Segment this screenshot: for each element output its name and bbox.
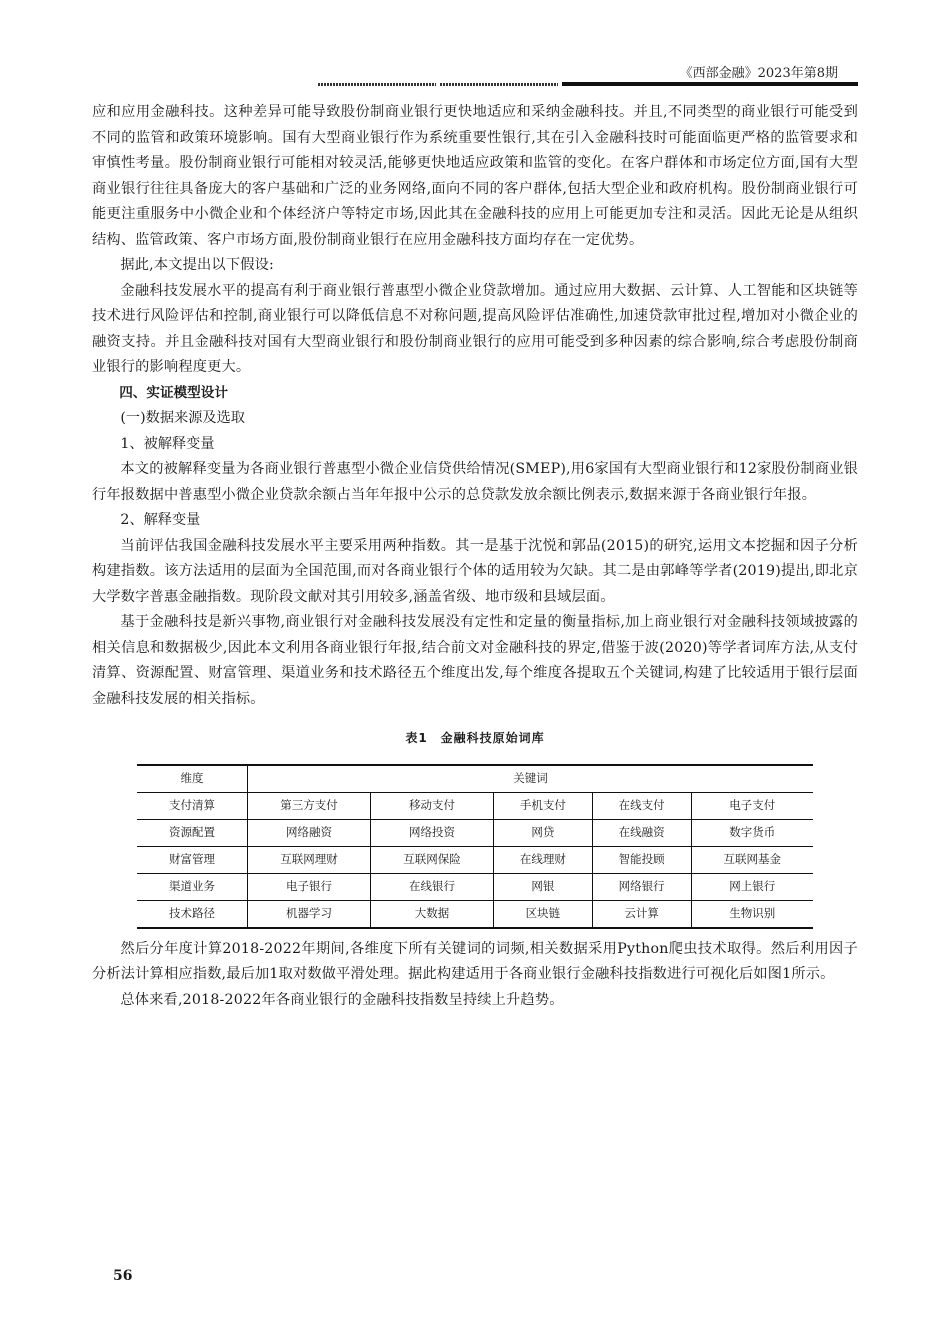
header-rule-solid [562,82,858,86]
page-number: 56 [113,1268,133,1284]
item-heading: 1、被解释变量 [120,435,215,452]
table-cell: 区块链 [493,900,592,928]
table-cell: 网银 [493,873,592,900]
article-body [92,100,858,1013]
table-cell: 手机支付 [493,792,592,819]
header-rule-dotted-2 [440,83,558,86]
keyword-table [137,764,813,929]
table-header-cell: 维度 [180,770,204,785]
table-cell: 支付清算 [137,792,248,819]
table-cell: 智能投顾 [592,846,691,873]
table-cell: 生物识别 [691,900,813,928]
paragraph: 当前评估我国金融科技发展水平主要采用两种指数。其一是基于沈悦和郭品(2015)的研究,运用文本挖掘和因子分析构建指数。该方法适用的层面为全国范围,而对各商业银行个体的适用较为欠缺。其二是由郭峰等学者(2019)提出,即北京大学数字普惠金融指数。现阶段文献对其引用较多,涵盖省级、地市级和县域层面。 [92,537,858,605]
table-cell: 移动支付 [370,792,493,819]
paragraph: 本文的被解释变量为各商业银行普惠型小微企业信贷供给情况(SMEP),用6家国有大型商业银行和12家股份制商业银行年报数据中普惠型小微企业贷款余额占当年年报中公示的总贷款发放余额比例表示,数据来源于各商业银行年报。 [92,461,858,503]
table-cell: 互联网保险 [370,846,493,873]
table-row [137,792,813,819]
table-cell: 大数据 [370,900,493,928]
table-row [137,900,813,928]
paragraph: 应和应用金融科技。这种差异可能导致股份制商业银行更快地适应和采纳金融科技。并且,不同类型的商业银行可能受到不同的监管和政策环境影响。国有大型商业银行作为系统重要性银行,其在引入金融科技时可能面临更严格的监管要求和审慎性考量。股份制商业银行可能相对较灵活,能够更快地适应政策和监管的变化。在客户群体和市场定位方面,国有大型商业银行往往具备庞大的客户基础和广泛的业务网络,面向不同的客户群体,包括大型企业和政府机构。股份制商业银行可能更注重服务中小微企业和个体经济户等特定市场,因此其在金融科技的应用上可能更加专注和灵活。因此无论是从组织结构、监管政策、客户市场方面,股份制商业银行在应用金融科技方面均存在一定优势。 [92,104,858,248]
table-cell: 互联网基金 [691,846,813,873]
table-caption: 表1 金融科技原始词库 [405,731,545,745]
hypothesis-paragraph: 金融科技发展水平的提高有利于商业银行普惠型小微企业贷款增加。通过应用大数据、云计算、人工智能和区块链等技术进行风险评估和控制,商业银行可以降低信息不对称问题,提高风险评估准确性,加速贷款审批过程,增加对小微企业的融资支持。并且金融科技对国有大型商业银行和股份制商业银行的应用可能受到多种因素的综合影响,综合考虑股份制商业银行的影响程度更大。 [92,282,858,375]
table-cell: 网络银行 [592,873,691,900]
table-cell: 互联网理财 [248,846,371,873]
header-rule-dotted-1 [318,83,436,86]
table-header-row [137,765,813,793]
table-row [137,846,813,873]
page-header [0,0,950,100]
table-row [137,873,813,900]
table-cell: 渠道业务 [137,873,248,900]
paragraph: 总体来看,2018-2022年各商业银行的金融科技指数呈持续上升趋势。 [120,991,564,1008]
table-cell: 网贷 [493,819,592,846]
item-heading: 2、解释变量 [120,512,201,528]
table-cell: 网络融资 [248,819,371,846]
table-row [137,819,813,846]
table-cell: 财富管理 [137,846,248,873]
table-cell: 网上银行 [691,873,813,900]
table-cell: 电子银行 [248,873,371,900]
journal-issue: 《西部金融》2023年第8期 [679,66,838,81]
table-cell: 技术路径 [137,900,248,928]
paragraph: 然后分年度计算2018-2022年期间,各维度下所有关键词的词频,相关数据采用Python爬虫技术取得。然后利用因子分析法计算相应指数,最后加1取对数做平滑处理。据此构建适用于各商业银行金融科技指数进行可视化后如图1所示。 [92,940,858,982]
table-cell: 在线理财 [493,846,592,873]
paragraph: 据此,本文提出以下假设: [120,257,274,273]
table-header-cell: 关键词 [248,765,814,793]
table-cell: 电子支付 [691,792,813,819]
table-cell: 在线银行 [370,873,493,900]
table-cell: 第三方支付 [248,792,371,819]
table-cell: 在线支付 [592,792,691,819]
table-cell: 数字货币 [691,819,813,846]
subsection-heading: (一)数据来源及选取 [120,410,245,426]
table-cell: 网络投资 [370,819,493,846]
section-heading: 四、实证模型设计 [119,384,228,401]
table-cell: 在线融资 [592,819,691,846]
table-cell: 云计算 [592,900,691,928]
table-cell: 资源配置 [137,819,248,846]
paragraph: 基于金融科技是新兴事物,商业银行对金融科技发展没有定性和定量的衡量指标,加上商业银行对金融科技领域披露的相关信息和数据极少,因此本文利用各商业银行年报,结合前文对金融科技的界定,借鉴于波(2020)等学者词库方法,从支付清算、资源配置、财富管理、渠道业务和技术路径五个维度出发,每个维度各提取五个关键词,构建了比较适用于银行层面金融科技发展的相关指标。 [92,614,858,707]
table-cell: 机器学习 [248,900,371,928]
